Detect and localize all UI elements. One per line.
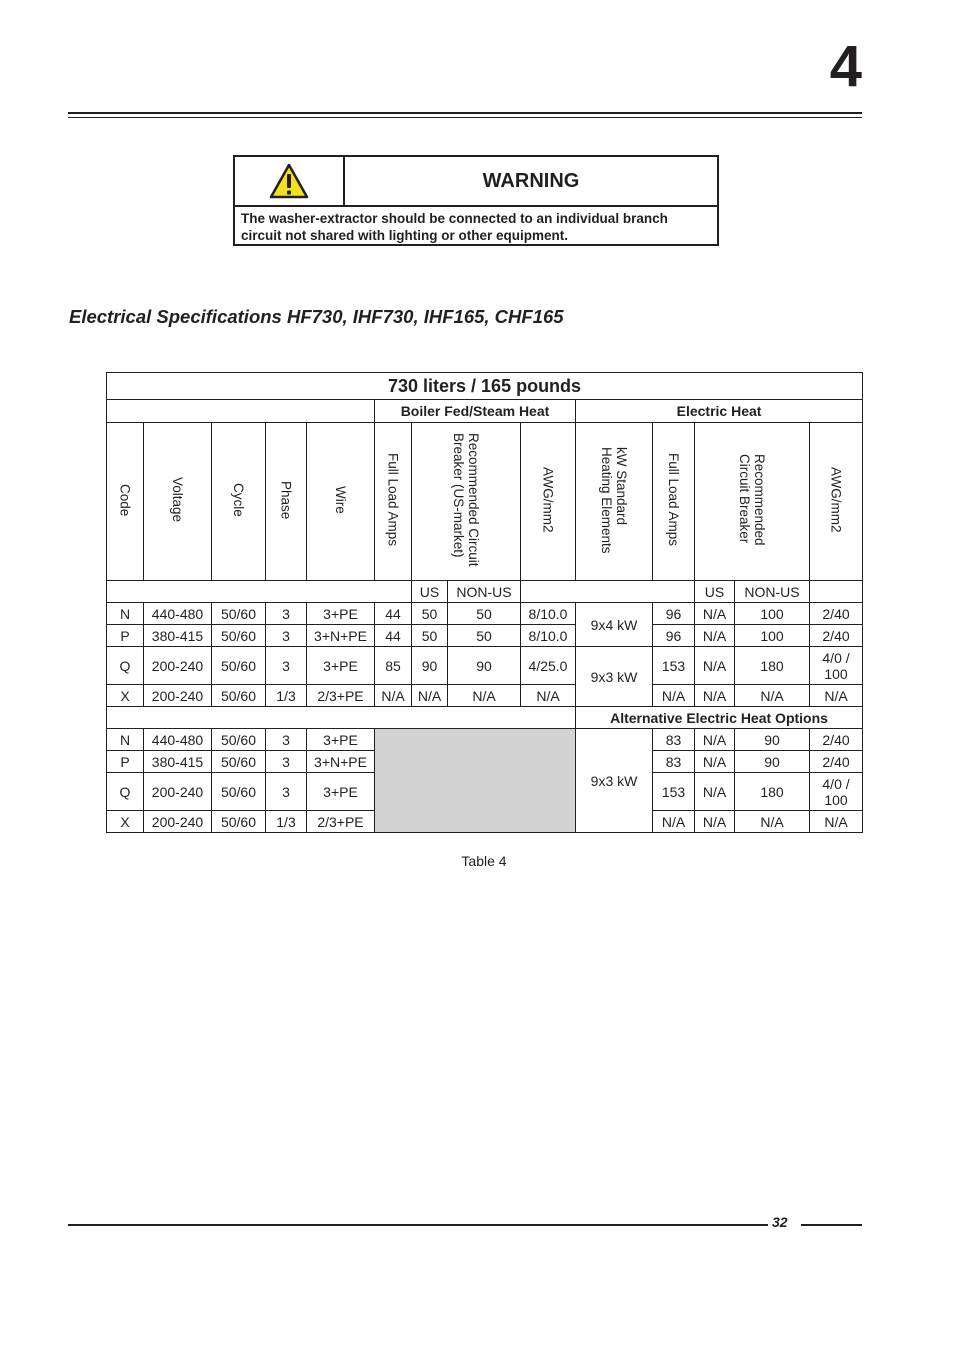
cell-steam-awg: N/A	[521, 685, 576, 707]
cell-voltage: 200-240	[144, 647, 212, 685]
alt-blank	[107, 707, 576, 729]
alt-electric-heat-title: Alternative Electric Heat Options	[576, 707, 863, 729]
cell-steam-non-us: 50	[448, 625, 521, 647]
warning-text: The washer-extractor should be connected to an individual branch circuit not shared with lighting or other equipment.	[241, 211, 668, 243]
cell-cycle: 50/60	[212, 773, 266, 811]
cell-electric-awg: N/A	[810, 685, 863, 707]
table-caption: 730 liters / 165 pounds	[107, 373, 863, 400]
table-row	[107, 603, 863, 625]
cell-code: N	[107, 729, 144, 751]
header-electric-full-load-amps: Full Load Amps	[653, 423, 695, 581]
cell-steam-us: N/A	[412, 685, 448, 707]
cell-kw: 9x4 kW	[576, 603, 653, 647]
header-wire: Wire	[307, 423, 375, 581]
cell-cycle: 50/60	[212, 729, 266, 751]
cell-electric-non-us: N/A	[735, 811, 810, 833]
cell-electric-non-us: 100	[735, 603, 810, 625]
cell-voltage: 200-240	[144, 685, 212, 707]
cell-electric-us: N/A	[695, 773, 735, 811]
cell-wire: 3+N+PE	[307, 625, 375, 647]
gray-filler	[375, 729, 576, 833]
cell-steam-amps: 85	[375, 647, 412, 685]
cell-electric-us: N/A	[695, 625, 735, 647]
cell-cycle: 50/60	[212, 751, 266, 773]
cell-phase: 3	[266, 729, 307, 751]
cell-electric-amps: 96	[653, 625, 695, 647]
cell-electric-non-us: 180	[735, 773, 810, 811]
cell-electric-us: N/A	[695, 751, 735, 773]
cell-phase: 1/3	[266, 811, 307, 833]
cell-voltage: 200-240	[144, 811, 212, 833]
header-rule	[68, 112, 862, 114]
cell-electric-us: N/A	[695, 729, 735, 751]
cell-electric-awg: 2/40	[810, 729, 863, 751]
cell-steam-amps: N/A	[375, 685, 412, 707]
cell-steam-awg: 8/10.0	[521, 603, 576, 625]
cell-electric-awg: N/A	[810, 811, 863, 833]
group-steam-heat: Boiler Fed/Steam Heat	[375, 400, 576, 423]
cell-code: Q	[107, 773, 144, 811]
cell-wire: 2/3+PE	[307, 811, 375, 833]
cell-cycle: 50/60	[212, 685, 266, 707]
electrical-spec-table	[106, 372, 863, 833]
header-steam-awg: AWG/mm2	[521, 423, 576, 581]
subheader-us: US	[412, 581, 448, 603]
header-kw-elements: kW Standard Heating Elements	[576, 423, 653, 581]
cell-wire: 3+PE	[307, 603, 375, 625]
cell-electric-amps: 153	[653, 647, 695, 685]
cell-steam-amps: 44	[375, 625, 412, 647]
subheader-non-us: NON-US	[448, 581, 521, 603]
cell-wire: 3+PE	[307, 773, 375, 811]
footer-rule-right	[801, 1224, 862, 1226]
cell-electric-awg: 4/0 / 100	[810, 647, 863, 685]
subheader-us: US	[695, 581, 735, 603]
cell-electric-amps: 153	[653, 773, 695, 811]
cell-code: X	[107, 685, 144, 707]
cell-phase: 3	[266, 603, 307, 625]
header-voltage: Voltage	[144, 423, 212, 581]
warning-title: WARNING	[345, 157, 717, 207]
header-electric-breaker: Recommended Circuit Breaker	[695, 423, 810, 581]
header-steam-full-load-amps: Full Load Amps	[375, 423, 412, 581]
warning-box	[233, 155, 719, 246]
section-title: Electrical Specifications HF730, IHF730, IHF165, CHF165	[69, 306, 564, 327]
cell-kw: 9x3 kW	[576, 729, 653, 833]
cell-steam-amps: 44	[375, 603, 412, 625]
cell-voltage: 380-415	[144, 751, 212, 773]
page-number: 32	[772, 1214, 788, 1230]
cell-electric-awg: 4/0 / 100	[810, 773, 863, 811]
cell-electric-non-us: N/A	[735, 685, 810, 707]
group-blank	[107, 400, 375, 423]
subheader-blank	[107, 581, 412, 603]
cell-voltage: 200-240	[144, 773, 212, 811]
warning-triangle-icon	[269, 163, 309, 199]
header-phase: Phase	[266, 423, 307, 581]
cell-steam-awg: 8/10.0	[521, 625, 576, 647]
cell-voltage: 440-480	[144, 729, 212, 751]
cell-kw: 9x3 kW	[576, 647, 653, 707]
cell-electric-us: N/A	[695, 685, 735, 707]
cell-voltage: 440-480	[144, 603, 212, 625]
header-steam-breaker: Recommended Circuit Breaker (US-market)	[412, 423, 521, 581]
cell-electric-non-us: 90	[735, 751, 810, 773]
cell-steam-us: 90	[412, 647, 448, 685]
cell-code: X	[107, 811, 144, 833]
header-electric-awg: AWG/mm2	[810, 423, 863, 581]
table-row	[107, 729, 863, 751]
cell-phase: 3	[266, 751, 307, 773]
cell-electric-amps: N/A	[653, 685, 695, 707]
cell-code: Q	[107, 647, 144, 685]
cell-steam-awg: 4/25.0	[521, 647, 576, 685]
cell-steam-us: 50	[412, 603, 448, 625]
cell-cycle: 50/60	[212, 603, 266, 625]
cell-electric-non-us: 180	[735, 647, 810, 685]
cell-electric-amps: N/A	[653, 811, 695, 833]
cell-electric-amps: 83	[653, 729, 695, 751]
cell-wire: 3+N+PE	[307, 751, 375, 773]
cell-wire: 3+PE	[307, 729, 375, 751]
cell-cycle: 50/60	[212, 625, 266, 647]
cell-steam-non-us: N/A	[448, 685, 521, 707]
warning-icon-cell	[235, 157, 345, 207]
cell-phase: 1/3	[266, 685, 307, 707]
cell-electric-amps: 83	[653, 751, 695, 773]
cell-steam-us: 50	[412, 625, 448, 647]
cell-electric-awg: 2/40	[810, 625, 863, 647]
cell-steam-non-us: 50	[448, 603, 521, 625]
subheader-blank	[810, 581, 863, 603]
header-cycle: Cycle	[212, 423, 266, 581]
header-code: Code	[107, 423, 144, 581]
cell-phase: 3	[266, 625, 307, 647]
cell-electric-us: N/A	[695, 811, 735, 833]
cell-phase: 3	[266, 773, 307, 811]
cell-wire: 3+PE	[307, 647, 375, 685]
cell-electric-awg: 2/40	[810, 603, 863, 625]
subheader-blank	[521, 581, 695, 603]
cell-voltage: 380-415	[144, 625, 212, 647]
subheader-non-us: NON-US	[735, 581, 810, 603]
cell-electric-non-us: 90	[735, 729, 810, 751]
chapter-number: 4	[829, 34, 862, 99]
group-electric-heat: Electric Heat	[576, 400, 863, 423]
cell-wire: 2/3+PE	[307, 685, 375, 707]
table-caption-label: Table 4	[461, 853, 507, 869]
cell-electric-us: N/A	[695, 647, 735, 685]
table-row	[107, 625, 863, 647]
cell-code: P	[107, 751, 144, 773]
cell-electric-amps: 96	[653, 603, 695, 625]
cell-steam-non-us: 90	[448, 647, 521, 685]
cell-code: N	[107, 603, 144, 625]
footer-rule	[68, 1224, 768, 1226]
table-row	[107, 647, 863, 685]
table-row	[107, 685, 863, 707]
cell-code: P	[107, 625, 144, 647]
cell-electric-non-us: 100	[735, 625, 810, 647]
cell-cycle: 50/60	[212, 811, 266, 833]
header-rule-thin	[68, 117, 862, 118]
cell-cycle: 50/60	[212, 647, 266, 685]
cell-phase: 3	[266, 647, 307, 685]
cell-electric-us: N/A	[695, 603, 735, 625]
cell-electric-awg: 2/40	[810, 751, 863, 773]
